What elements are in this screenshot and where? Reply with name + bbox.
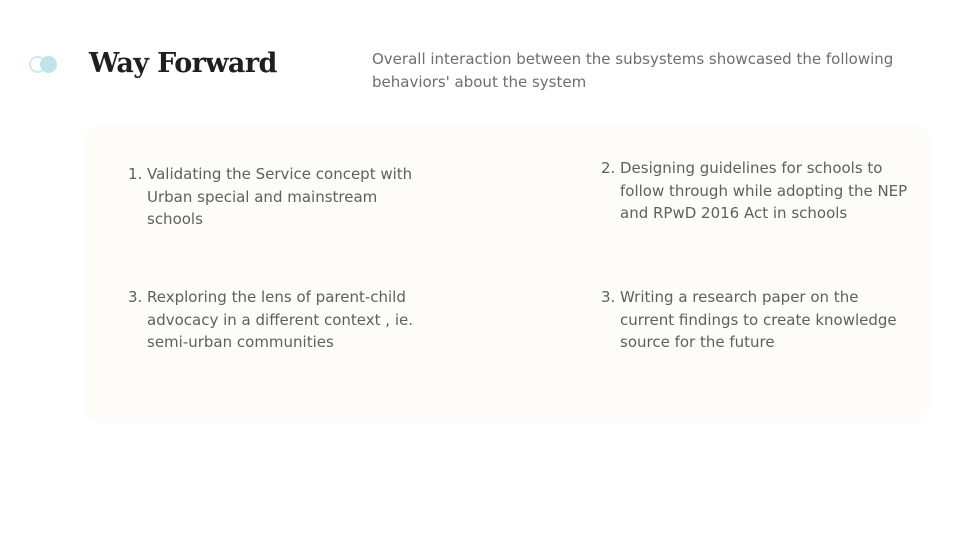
list-item-number: 2. [601,159,616,177]
list-item-text: Designing guidelines for schools to follow through while adopting the NEP and RPwD 2016 Act in schools [620,159,908,222]
list-item [128,163,437,231]
list-item-text: Validating the Service concept with Urban special and mainstream schools [147,165,413,228]
list-item [601,157,910,225]
list-item-number: 1. [128,165,143,183]
logo-dot [40,56,57,73]
list-item [601,286,910,354]
list-item-number: 3. [128,288,143,306]
list-item-number: 3. [601,288,616,306]
double-circle-icon [29,56,59,74]
slide-title: Way Forward [89,48,277,79]
list-item-text: Writing a research paper on the current findings to create knowledge source for the future [620,288,897,351]
list-item [128,286,437,354]
list-item-text: Rexploring the lens of parent-child advocacy in a different context , ie. semi-urban communities [147,288,413,351]
slide-intro-text: Overall interaction between the subsystems showcased the following behaviors' about the system [372,50,894,91]
